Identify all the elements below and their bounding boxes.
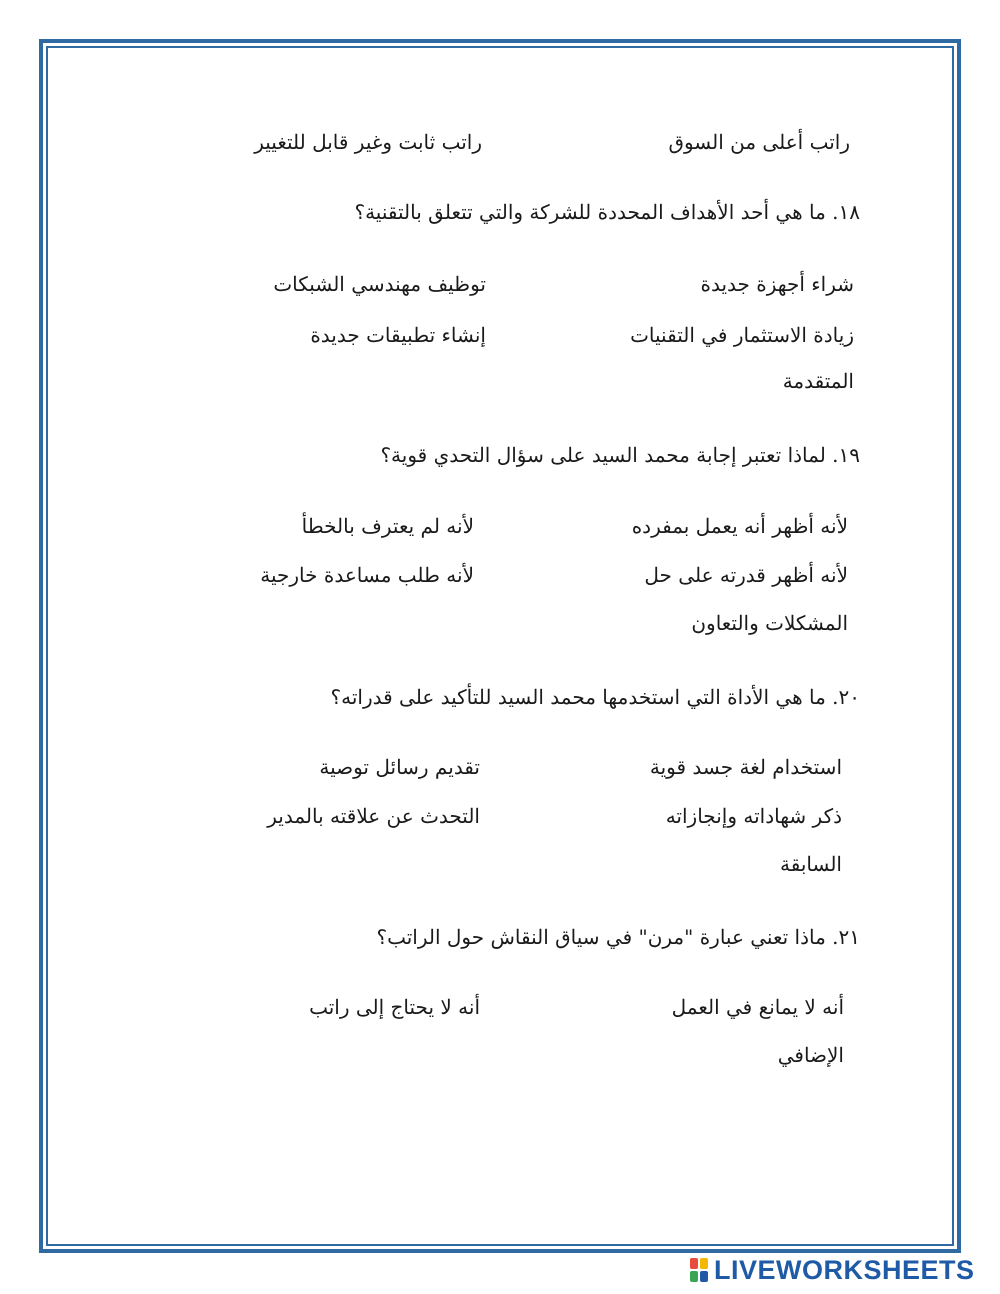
q19-option-works-alone: لأنه أظهر أنه يعمل بمفرده (631, 514, 848, 538)
q20-option-certificates-cont: السابقة (780, 852, 842, 876)
q20-option-recommendation-letters: تقديم رسائل توصية (319, 755, 480, 779)
q18-option-invest-tech-cont: المتقدمة (782, 369, 854, 393)
question-18: ١٨. ما هي أحد الأهداف المحددة للشركة والتي تتعلق بالتقنية؟ (354, 200, 860, 224)
q19-option-no-admit-mistake: لأنه لم يعترف بالخطأ (301, 514, 474, 538)
liveworksheets-logo-icon (690, 1258, 708, 1282)
q18-option-new-devices: شراء أجهزة جديدة (700, 272, 854, 296)
q20-option-certificates: ذكر شهاداته وإنجازاته (665, 804, 842, 828)
q19-option-problem-solving: لأنه أظهر قدرته على حل (644, 563, 848, 587)
q20-option-manager-relation: التحدث عن علاقته بالمدير (267, 804, 480, 828)
q19-option-problem-solving-cont: المشكلات والتعاون (691, 611, 848, 635)
q19-option-external-help: لأنه طلب مساعدة خارجية (260, 563, 474, 587)
question-21: ٢١. ماذا تعني عبارة "مرن" في سياق النقاش حول الراتب؟ (376, 925, 860, 949)
option-fixed-salary: راتب ثابت وغير قابل للتغيير (254, 130, 482, 154)
q18-option-invest-tech: زيادة الاستثمار في التقنيات (630, 323, 854, 347)
q20-option-body-language: استخدام لغة جسد قوية (649, 755, 842, 779)
question-19: ١٩. لماذا تعتبر إجابة محمد السيد على سؤال التحدي قوية؟ (380, 443, 860, 467)
q21-option-overtime: أنه لا يمانع في العمل (671, 995, 844, 1019)
option-above-market-salary: راتب أعلى من السوق (668, 130, 850, 154)
q18-option-new-apps: إنشاء تطبيقات جديدة (310, 323, 486, 347)
brand-text: LIVEWORKSHEETS (714, 1254, 975, 1285)
liveworksheets-brand (690, 1254, 975, 1286)
q21-option-no-salary: أنه لا يحتاج إلى راتب (309, 995, 480, 1019)
q18-option-network-engineers: توظيف مهندسي الشبكات (273, 272, 486, 296)
question-20: ٢٠. ما هي الأداة التي استخدمها محمد السيد للتأكيد على قدراته؟ (330, 685, 860, 709)
q21-option-overtime-cont: الإضافي (777, 1043, 844, 1067)
